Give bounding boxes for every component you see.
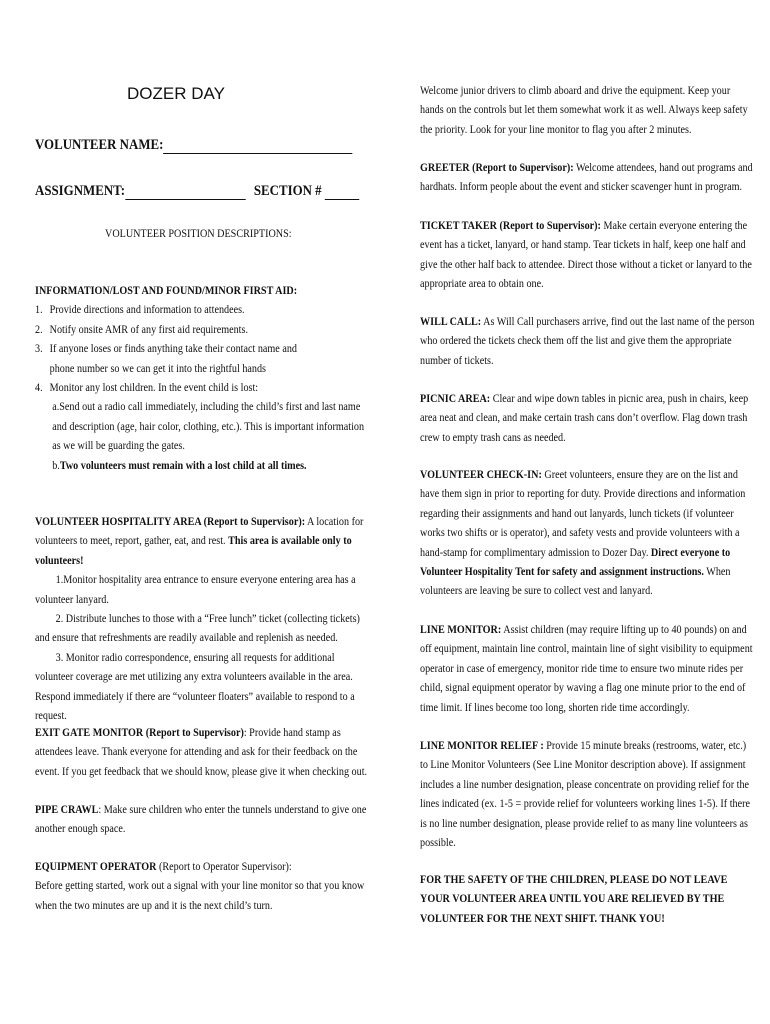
info-sub-a: a.Send out a radio call immediately, including the child’s first and last name and description (age, hair color, clothing, etc.). This is important information as we will be guarding the gates. — [52, 399, 365, 453]
section-label: SECTION # — [253, 183, 322, 199]
pipe-crawl-heading: PIPE CRAWL — [35, 802, 99, 816]
equipment-operator-section: EQUIPMENT OPERATOR (Report to Operator Supervisor): Before getting started, work out a signal with your line monitor so that you know when the two minutes are up and it is the next child’s turn. — [35, 859, 365, 912]
list-item: 1. Provide directions and information to attendees. — [35, 302, 245, 317]
ticket-taker-section: TICKET TAKER (Report to Supervisor): Make certain everyone entering the event has a ticket, lanyard, or hand stamp. Tear tickets in half, keep one half and give the other half back to attendee. Direct those without a ticket or lanyard to the appropriate area to obtain one. — [420, 218, 752, 291]
list-item: 3. If anyone loses or finds anything take their contact name and phone number so we can get it into the rightful hands — [35, 341, 297, 375]
closing-notice: FOR THE SAFETY OF THE CHILDREN, PLEASE DO NOT LEAVE YOUR VOLUNTEER AREA UNTIL YOU ARE RELIEVED BY THE VOLUNTEER FOR THE NEXT SHIFT. THANK YOU! — [420, 872, 728, 925]
checkin-heading: VOLUNTEER CHECK-IN: — [420, 467, 542, 481]
volunteer-name-label: VOLUNTEER NAME: — [35, 137, 164, 153]
hospitality-heading: VOLUNTEER HOSPITALITY AREA (Report to Supervisor): — [35, 514, 306, 528]
info-sub-b: b.Two volunteers must remain with a lost child at all times. — [52, 457, 307, 472]
volunteer-name-line — [163, 139, 352, 154]
line-monitor-heading: LINE MONITOR: — [420, 622, 502, 636]
line-monitor-section: LINE MONITOR: Assist children (may require lifting up to 40 pounds) on and off equipment, maintain line control, maintain line of sight visibility to equipment operator in case of emergency, monitor ride time to ensure two minute rides per child, signal equipment operator by waving a flag one minute prior to the end of time limit. If lines become too long, shorten ride time accordingly. — [420, 622, 753, 714]
picnic-section: PICNIC AREA: Clear and wipe down tables in picnic area, push in chairs, keep area neat and clean, and make certain trash cans don’t overflow. Flag down trash crew to empty trash cans as needed. — [420, 391, 749, 444]
picnic-heading: PICNIC AREA: — [420, 391, 491, 405]
list-item: 2. Notify onsite AMR of any first aid requirements. — [35, 321, 248, 336]
info-heading: INFORMATION/LOST AND FOUND/MINOR FIRST AID: — [35, 283, 298, 297]
page-title: DOZER DAY — [127, 84, 225, 103]
line-relief-section: LINE MONITOR RELIEF : Provide 15 minute breaks (restrooms, water, etc.) to Line Monitor Volunteers (See Line Monitor description above). If assignment includes a line number designation, please concentrate on providing relief for the lines indicated (ex. 1-5 = provide relief for volunteers working lines 1-5). If there is no line number designation, please provide relief to as many line volunteers as possible. — [420, 738, 750, 850]
assignment-line — [125, 185, 245, 200]
will-call-heading: WILL CALL: — [420, 314, 482, 328]
checkin-section: VOLUNTEER CHECK-IN: Greet volunteers, ensure they are on the list and have them sign in prior to reporting for duty. Provide directions and information regarding their assignments and hand out lanyards, lunch tickets (if volunteer works two shifts or is operator), and safety vests and provide volunteers with a hand-stamp for complimentary admission to Dozer Day. Direct everyone to Volunteer Hospitality Tent for safety and assignment instructions. When volunteers are leaving be sure to collect vest and lanyard. — [420, 467, 746, 598]
assignment-label: ASSIGNMENT: — [35, 183, 126, 199]
greeter-heading: GREETER (Report to Supervisor): — [420, 160, 574, 174]
exit-gate-heading: EXIT GATE MONITOR (Report to Supervisor) — [35, 725, 244, 739]
exit-gate-section: EXIT GATE MONITOR (Report to Supervisor): Provide hand stamp as attendees leave. Thank everyone for attending and ask for their feedback on the event. If you get feedback that we should know, please give it when checking out. — [35, 725, 368, 778]
will-call-section: WILL CALL: As Will Call purchasers arrive, find out the last name of the person who ordered the tickets check them off the list and give them the appropriate number of tickets. — [420, 314, 755, 367]
descriptions-heading: VOLUNTEER POSITION DESCRIPTIONS: — [105, 226, 292, 240]
welcome-paragraph: Welcome junior drivers to climb aboard and drive the equipment. Keep your hands on the controls but let them somewhat work it as well. Always keep safety the priority. Look for your line monitor to flag you after 2 minutes. — [420, 83, 748, 136]
ticket-taker-heading: TICKET TAKER (Report to Supervisor): — [420, 218, 601, 232]
volunteer-name-field[interactable] — [35, 137, 353, 154]
list-item: 4. Monitor any lost children. In the event child is lost: — [35, 380, 259, 395]
equipment-operator-heading: EQUIPMENT OPERATOR — [35, 859, 157, 873]
assignment-field[interactable] — [35, 183, 359, 200]
pipe-crawl-section: PIPE CRAWL: Make sure children who enter the tunnels understand to give one another enough space. — [35, 802, 367, 836]
line-relief-heading: LINE MONITOR RELIEF : — [420, 738, 544, 752]
greeter-section: GREETER (Report to Supervisor): Welcome attendees, hand out programs and hardhats. Inform people about the event and sticker scavenger hunt in program. — [420, 160, 753, 194]
section-line — [325, 185, 359, 200]
info-section — [35, 281, 370, 475]
hospitality-section: VOLUNTEER HOSPITALITY AREA (Report to Supervisor): A location for volunteers to meet, report, gather, eat, and rest. This area is available only to volunteers! 1.Monitor hospitality area entrance to ensure everyone entering area has a volunteer lanyard. 2. Distribute lunches to those with a “Free lunch” ticket (collecting tickets) and ensure that refreshments are readily available and replenish as needed. 3. Monitor radio correspondence, ensuring all requests for additional volunteer coverage are met utilizing any extra volunteers available in the area. Respond immediately if there are “volunteer floaters” available to respond to a request. — [35, 514, 364, 723]
